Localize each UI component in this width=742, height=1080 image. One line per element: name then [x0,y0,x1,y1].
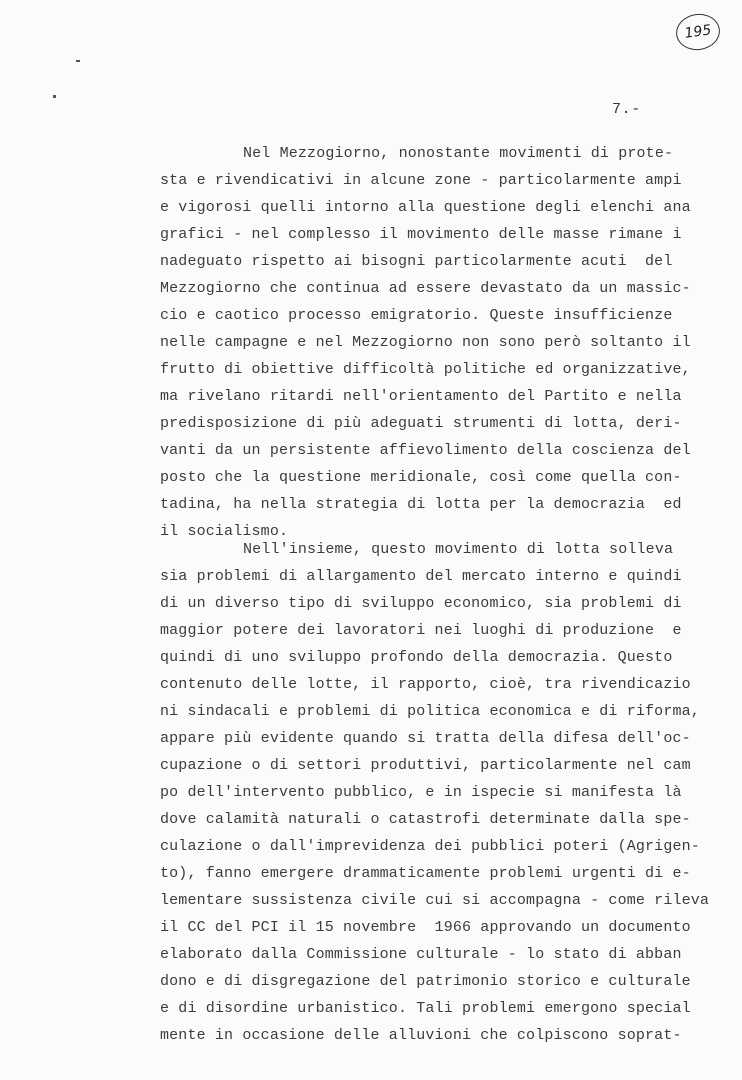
text-line: appare più evidente quando si tratta della difesa dell'oc- [160,730,691,747]
ink-mark [76,60,80,62]
text-line: dove calamità naturali o catastrofi determinate dalla spe- [160,811,691,828]
text-line: Mezzogiorno che continua ad essere devastato da un massic- [160,280,691,297]
text-line: culazione o dall'imprevidenza dei pubblici poteri (Agrigen- [160,838,700,855]
text-line: predisposizione di più adeguati strumenti di lotta, deri- [160,415,682,432]
text-line: maggior potere dei lavoratori nei luoghi di produzione e [160,622,682,639]
text-line: mente in occasione delle alluvioni che colpiscono soprat- [160,1027,682,1044]
text-line: Nel Mezzogiorno, nonostante movimenti di prote- [243,145,674,162]
text-line: nadeguato rispetto ai bisogni particolarmente acuti del [160,253,673,270]
text-line: grafici - nel complesso il movimento delle masse rimane i [160,226,682,243]
text-line: dono e di disgregazione del patrimonio storico e culturale [160,973,691,990]
text-line: posto che la questione meridionale, così come quella con- [160,469,682,486]
text-line: po dell'intervento pubblico, e in ispecie si manifesta là [160,784,682,801]
page-number: 7.- [612,101,641,118]
text-line: ni sindacali e problemi di politica economica e di riforma, [160,703,700,720]
text-line: sia problemi di allargamento del mercato interno e quindi [160,568,682,585]
text-line: quindi di uno sviluppo profondo della democrazia. Questo [160,649,673,666]
text-line: to), fanno emergere drammaticamente problemi urgenti di e- [160,865,691,882]
text-line: frutto di obiettive difficoltà politiche ed organizzative, [160,361,691,378]
text-line: cupazione o di settori produttivi, particolarmente nel cam [160,757,691,774]
text-line: e di disordine urbanistico. Tali problemi emergono special [160,1000,691,1017]
text-line: contenuto delle lotte, il rapporto, cioè, tra rivendicazio [160,676,691,693]
ink-mark [53,95,56,98]
text-line: il socialismo. [160,523,289,540]
text-line: elaborato dalla Commissione culturale - lo stato di abban [160,946,682,963]
text-line: lementare sussistenza civile cui si accompagna - come rileva [160,892,710,909]
text-line: sta e rivendicativi in alcune zone - particolarmente ampi [160,172,682,189]
text-line: il CC del PCI il 15 novembre 1966 approvando un documento [160,919,691,936]
text-line: vanti da un persistente affievolimento della coscienza del [160,442,691,459]
text-line: tadina, ha nella strategia di lotta per la democrazia ed [160,496,682,513]
text-line: nelle campagne e nel Mezzogiorno non sono però soltanto il [160,334,691,351]
text-line: e vigorosi quelli intorno alla questione degli elenchi ana [160,199,691,216]
text-line: Nell'insieme, questo movimento di lotta solleva [243,541,674,558]
archive-stamp: 195 [674,11,723,53]
text-line: cio e caotico processo emigratorio. Queste insufficienze [160,307,673,324]
text-line: di un diverso tipo di sviluppo economico, sia problemi di [160,595,682,612]
text-line: ma rivelano ritardi nell'orientamento del Partito e nella [160,388,682,405]
